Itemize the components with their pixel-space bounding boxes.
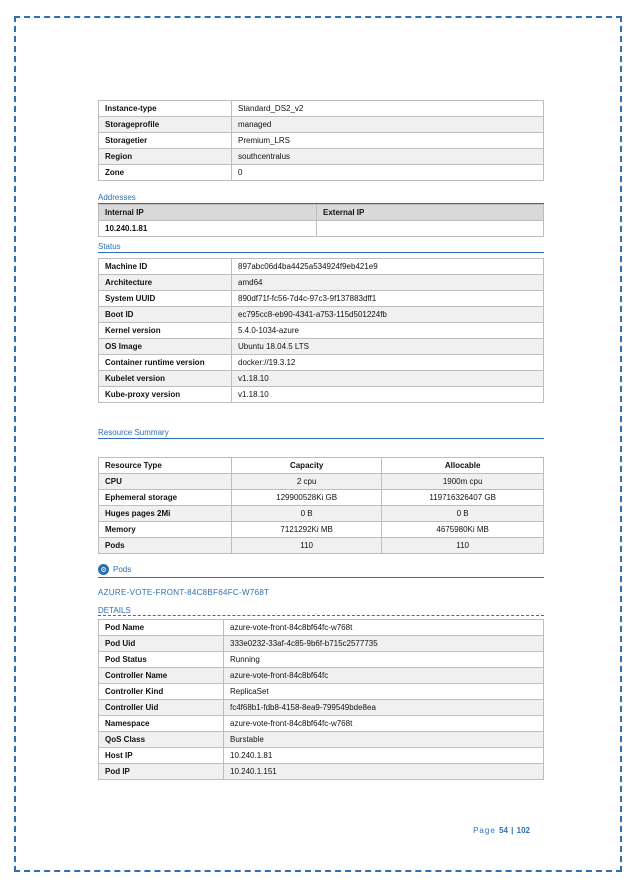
table-cell: Memory <box>99 522 232 538</box>
row-label: Zone <box>99 165 232 181</box>
row-value: azure-vote-front-84c8bf64fc-w768t <box>224 716 544 732</box>
table-cell: 1900m cpu <box>382 474 544 490</box>
row-label: Boot ID <box>99 307 232 323</box>
internal-ip-value: 10.240.1.81 <box>99 221 317 237</box>
pods-title: Pods <box>113 565 132 574</box>
row-label: OS Image <box>99 339 232 355</box>
table-cell: Huges pages 2Mi <box>99 506 232 522</box>
table-row <box>99 117 544 133</box>
pods-section <box>98 564 544 780</box>
table-row <box>99 387 544 403</box>
table-cell: 4675980Ki MB <box>382 522 544 538</box>
row-label: System UUID <box>99 291 232 307</box>
pods-heading <box>98 564 544 575</box>
resource-section <box>98 427 544 554</box>
row-label: Architecture <box>99 275 232 291</box>
table-row <box>99 275 544 291</box>
table-row <box>99 371 544 387</box>
page-total: 102 <box>516 826 530 835</box>
row-label: Machine ID <box>99 259 232 275</box>
row-value: fc4f68b1-fdb8-4158-8ea9-799549bde8ea <box>224 700 544 716</box>
table-cell: 119716326407 GB <box>382 490 544 506</box>
instance-table <box>98 100 544 181</box>
row-value: amd64 <box>232 275 544 291</box>
column-header: Capacity <box>232 458 382 474</box>
row-value: azure-vote-front-84c8bf64fc-w768t <box>224 620 544 636</box>
table-row <box>99 716 544 732</box>
internal-ip-header: Internal IP <box>99 205 317 221</box>
table-cell: 2 cpu <box>232 474 382 490</box>
table-row <box>99 684 544 700</box>
row-label: Namespace <box>99 716 224 732</box>
table-row <box>99 522 544 538</box>
row-value: southcentralus <box>232 149 544 165</box>
column-header: Resource Type <box>99 458 232 474</box>
table-row <box>99 133 544 149</box>
table-row <box>99 700 544 716</box>
row-value: Running <box>224 652 544 668</box>
row-label: Pod Name <box>99 620 224 636</box>
resource-table <box>98 457 544 554</box>
row-value: Ubuntu 18.04.5 LTS <box>232 339 544 355</box>
table-row <box>99 636 544 652</box>
table-row <box>99 538 544 554</box>
external-ip-value <box>317 221 544 237</box>
row-label: Kernel version <box>99 323 232 339</box>
row-value: 10.240.1.81 <box>224 748 544 764</box>
row-value: 10.240.1.151 <box>224 764 544 780</box>
table-cell: Pods <box>99 538 232 554</box>
table-row <box>99 490 544 506</box>
table-row <box>99 165 544 181</box>
row-label: Kube-proxy version <box>99 387 232 403</box>
row-value: v1.18.10 <box>232 371 544 387</box>
table-row <box>99 506 544 522</box>
table-cell: Ephemeral storage <box>99 490 232 506</box>
instance-section <box>98 100 544 181</box>
row-label: Controller Name <box>99 668 224 684</box>
row-value: Premium_LRS <box>232 133 544 149</box>
row-label: Container runtime version <box>99 355 232 371</box>
table-cell: CPU <box>99 474 232 490</box>
row-label: Region <box>99 149 232 165</box>
table-row <box>99 323 544 339</box>
status-table <box>98 258 544 403</box>
resource-title: Resource Summary <box>98 427 544 439</box>
row-value: 897abc06d4ba4425a534924f9eb421e9 <box>232 259 544 275</box>
addresses-title: Addresses <box>98 192 544 204</box>
pods-divider <box>98 577 544 578</box>
row-label: Pod IP <box>99 764 224 780</box>
row-value: managed <box>232 117 544 133</box>
table-row <box>99 291 544 307</box>
table-cell: 110 <box>382 538 544 554</box>
page-label: Page <box>473 826 496 835</box>
row-value: ReplicaSet <box>224 684 544 700</box>
table-row <box>99 355 544 371</box>
row-value: 890df71f-fc56-7d4c-97c3-9f137883dff1 <box>232 291 544 307</box>
pod-name-heading: AZURE-VOTE-FRONT-84C8BF64FC-W768T <box>98 588 270 597</box>
row-label: Kubelet version <box>99 371 232 387</box>
pod-details-table <box>98 619 544 780</box>
table-row <box>99 474 544 490</box>
table-cell: 0 B <box>382 506 544 522</box>
row-label: Pod Status <box>99 652 224 668</box>
addresses-table <box>98 204 544 237</box>
page-footer: Page 54 | 102 <box>473 826 530 835</box>
column-header: Allocable <box>382 458 544 474</box>
row-label: Host IP <box>99 748 224 764</box>
table-row <box>99 732 544 748</box>
table-row <box>99 764 544 780</box>
row-label: QoS Class <box>99 732 224 748</box>
row-value: Standard_DS2_v2 <box>232 101 544 117</box>
header-row <box>99 458 544 474</box>
table-cell: 110 <box>232 538 382 554</box>
table-row <box>99 652 544 668</box>
row-value: Burstable <box>224 732 544 748</box>
row-label: Controller Kind <box>99 684 224 700</box>
table-cell: 129900528Ki GB <box>232 490 382 506</box>
status-title: Status <box>98 241 544 253</box>
row-label: Instance-type <box>99 101 232 117</box>
table-row <box>99 149 544 165</box>
details-title: DETAILS <box>98 606 544 616</box>
row-value: 0 <box>232 165 544 181</box>
pods-icon: ⚙ <box>98 564 109 575</box>
row-value: docker://19.3.12 <box>232 355 544 371</box>
row-label: Storageprofile <box>99 117 232 133</box>
row-value: 5.4.0-1034-azure <box>232 323 544 339</box>
table-row <box>99 620 544 636</box>
row-label: Storagetier <box>99 133 232 149</box>
status-section <box>98 241 544 403</box>
table-cell: 0 B <box>232 506 382 522</box>
row-value: 333e0232-33af-4c85-9b6f-b715c2577735 <box>224 636 544 652</box>
addresses-section <box>98 192 544 237</box>
table-row <box>99 101 544 117</box>
table-row <box>99 259 544 275</box>
table-row <box>99 307 544 323</box>
row-label: Controller Uid <box>99 700 224 716</box>
row-value: azure-vote-front-84c8bf64fc <box>224 668 544 684</box>
external-ip-header: External IP <box>317 205 544 221</box>
table-cell: 7121292Ki MB <box>232 522 382 538</box>
table-row <box>99 339 544 355</box>
row-value: v1.18.10 <box>232 387 544 403</box>
row-label: Pod Uid <box>99 636 224 652</box>
table-row <box>99 748 544 764</box>
row-value: ec795cc8-eb90-4341-a753-115d501224fb <box>232 307 544 323</box>
table-row <box>99 668 544 684</box>
page-number: 54 <box>499 826 508 835</box>
